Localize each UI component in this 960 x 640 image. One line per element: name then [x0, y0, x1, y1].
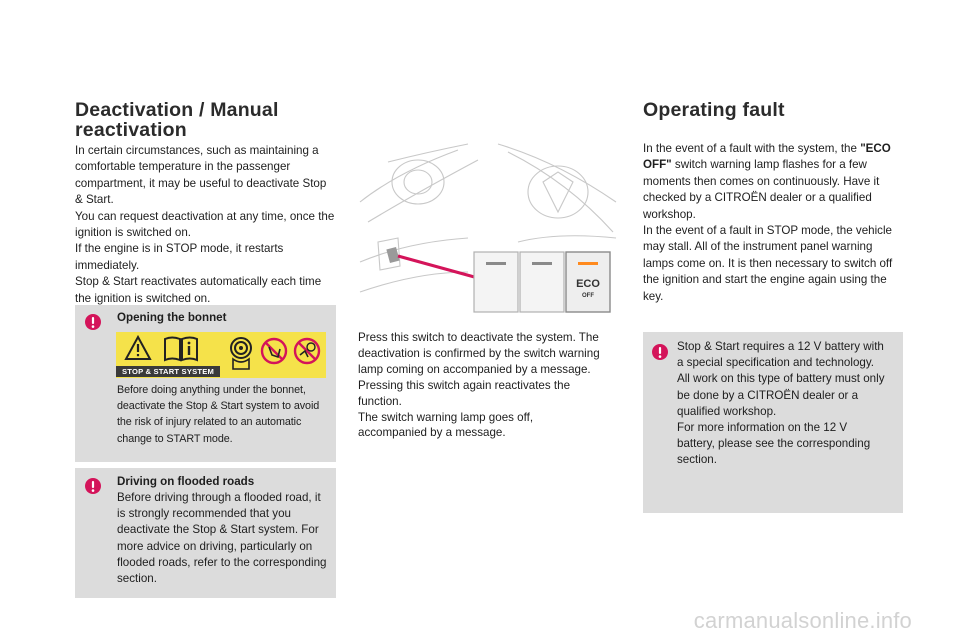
section-title-operating-fault: Operating fault — [643, 99, 785, 121]
paragraph: Stop & Start reactivates automatically each time the ignition is switched on. — [75, 275, 322, 305]
flood-box-title: Driving on flooded roads — [117, 475, 255, 488]
paragraph: Press this switch to deactivate the system. The deactivation is confirmed by the switch warning lamp coming on accompanied by a message. — [358, 331, 600, 376]
warning-icon — [84, 313, 102, 331]
section-title-deactivation — [75, 100, 335, 140]
caution-triangle-icon — [124, 335, 152, 361]
eco-label: ECO — [576, 278, 600, 290]
paragraph: Stop & Start requires a 12 V battery with a special specification and technology. — [677, 340, 884, 370]
flood-box-content — [117, 474, 329, 587]
paragraph — [643, 141, 901, 223]
paragraph: In the event of a fault in STOP mode, the vehicle may stall. All of the instrument panel warning lamps come on. It is then necessary to switch off the ignition and start the engine again using the key. — [643, 224, 893, 303]
flood-box-text: Before driving through a flooded road, it is strongly recommended that you deactivate the Stop & Start system. For more advice on driving, particularly on flooded roads, refer to the corresponding section. — [117, 491, 327, 586]
rotating-fan-icon — [228, 335, 254, 371]
intro-before: In the event of a fault with the system, the — [643, 142, 861, 155]
title-line-1: Deactivation / Manual — [75, 99, 279, 121]
watermark: carmanualsonline.info — [693, 608, 912, 633]
paragraph: In certain circumstances, such as maintaining a comfortable temperature in the passenger compartment, it may be useful to deactivate Stop & Start. — [75, 144, 327, 207]
eco-off-highlight: "ECO OFF" — [643, 142, 891, 172]
intro-after: switch warning lamp flashes for a few moments then comes on continuously. Have it checked by a CITROËN dealer or a qualified workshop. — [643, 158, 880, 221]
switch-instructions — [358, 330, 602, 441]
bonnet-box-note: Before doing anything under the bonnet, deactivate the Stop & Start system to avoid the risk of injury related to an automatic change to START mode. — [117, 384, 320, 445]
paragraph: For more information on the 12 V battery, please see the corresponding section. — [677, 421, 871, 467]
warning-icon — [84, 477, 102, 495]
paragraph: All work on this type of battery must only be done by a CITROËN dealer or a qualified workshop. — [677, 372, 885, 418]
title-line-2: reactivation — [75, 119, 187, 141]
paragraph: You can request deactivation at any time, once the ignition is switched on. — [75, 209, 335, 240]
off-label: OFF — [582, 293, 594, 299]
dashboard-switch-illustration — [358, 142, 620, 320]
operating-fault-text — [643, 141, 901, 305]
warning-icon — [651, 343, 669, 361]
no-hands-icon — [260, 335, 288, 371]
paragraph: Pressing this switch again reactivates the function. — [358, 378, 571, 408]
stop-start-system-label: STOP & START SYSTEM — [116, 366, 220, 377]
paragraph: The switch warning lamp goes off, accompanied by a message. — [358, 410, 534, 440]
no-hand-fan-icon — [292, 335, 322, 371]
bonnet-box-title: Opening the bonnet — [117, 311, 227, 324]
manual-book-icon — [162, 335, 200, 363]
deactivation-text — [75, 143, 335, 307]
paragraph: If the engine is in STOP mode, it restarts immediately. — [75, 242, 284, 272]
battery-box-text — [677, 339, 887, 469]
